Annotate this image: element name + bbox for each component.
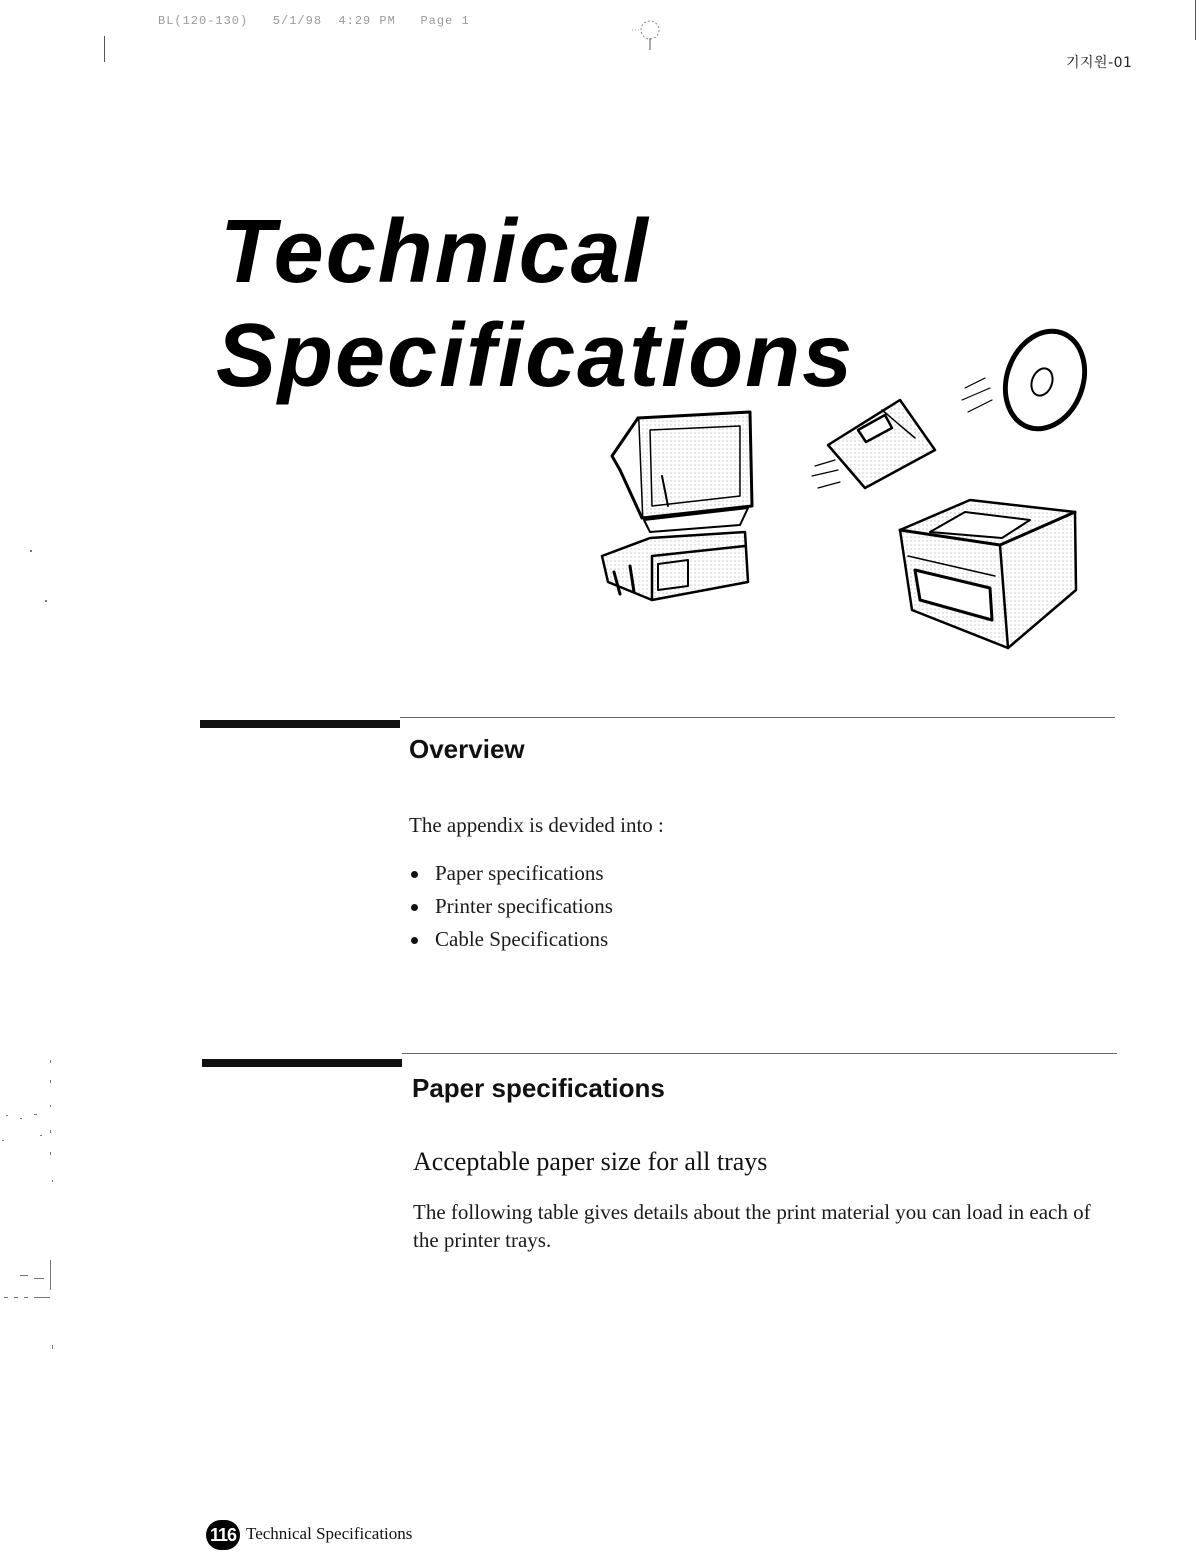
paper-specs-body: The following table gives details about the print material you can load in each of the printer trays. — [413, 1200, 1091, 1252]
paper-size-subheading: Acceptable paper size for all trays — [413, 1147, 768, 1176]
list-item: Paper specifications — [409, 857, 613, 890]
overview-list — [409, 857, 613, 956]
printer-icon — [900, 500, 1076, 648]
overview-heading: Overview — [409, 734, 525, 764]
document-code: 기지원-01 — [1066, 55, 1133, 71]
print-slug: BL(120-130) 5/1/98 4:29 PM Page 1 — [158, 14, 470, 28]
section-rule-thick — [202, 1059, 402, 1067]
scan-specks — [0, 540, 70, 1370]
title-line-1: Technical — [220, 202, 650, 302]
cd-disc-icon — [962, 320, 1098, 440]
title-line-2: Specifications — [216, 306, 855, 406]
page-number-badge: 116 — [206, 1520, 240, 1550]
section-rule-thick — [200, 720, 400, 728]
footer-section-title: Technical Specifications — [246, 1524, 413, 1543]
computer-clipart — [590, 320, 1100, 660]
registration-mark-icon — [630, 12, 670, 52]
computer-base-icon — [602, 532, 748, 600]
list-item: Cable Specifications — [409, 923, 613, 956]
list-item: Printer specifications — [409, 890, 613, 923]
paper-specs-heading: Paper specifications — [412, 1073, 665, 1103]
section-rule-thin — [402, 1053, 1117, 1054]
computer-monitor-icon — [612, 412, 752, 532]
section-rule-thin — [400, 717, 1115, 718]
floppy-disk-icon — [812, 400, 935, 488]
crop-mark-right — [1195, 0, 1196, 40]
overview-intro: The appendix is devided into : — [409, 813, 664, 837]
crop-mark-left — [104, 36, 105, 62]
